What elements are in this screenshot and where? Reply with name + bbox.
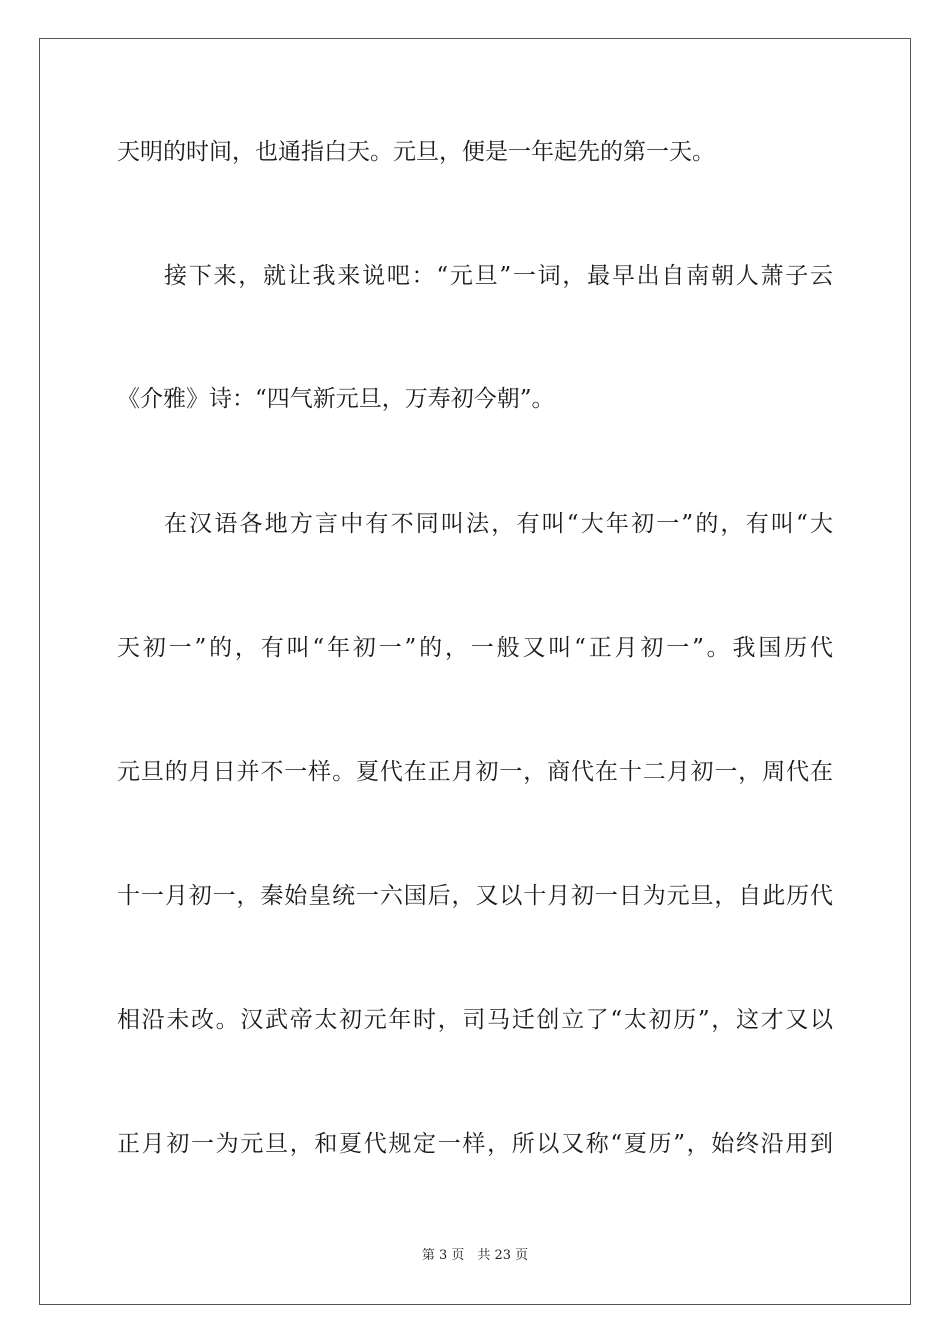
body-text-line: 《介雅》诗：“四气新元旦，万寿初今朝”。 — [117, 386, 555, 412]
body-text-line: 天明的时间，也通指白天。元旦，便是一年起先的第一天。 — [117, 139, 715, 165]
body-text-line: 在汉语各地方言中有不同叫法，有叫“大年初一”的，有叫“大 — [164, 511, 833, 537]
body-text-line: 接下来，就让我来说吧：“元旦”一词，最早出自南朝人萧子云 — [164, 263, 833, 289]
body-text-line: 正月初一为元旦，和夏代规定一样，所以又称“夏历”，始终沿用到 — [117, 1131, 833, 1157]
body-text-line: 元旦的月日并不一样。夏代在正月初一，商代在十二月初一，周代在 — [117, 759, 833, 785]
body-text-line: 天初一”的，有叫“年初一”的，一般又叫“正月初一”。我国历代 — [117, 635, 833, 661]
page-frame — [39, 38, 911, 1305]
page-number-footer: 第 3 页 共 23 页 — [421, 1248, 529, 1263]
body-text-line: 十一月初一，秦始皇统一六国后，又以十月初一日为元旦，自此历代 — [117, 883, 833, 909]
body-text-line: 相沿未改。汉武帝太初元年时，司马迁创立了“太初历”，这才又以 — [117, 1007, 833, 1033]
